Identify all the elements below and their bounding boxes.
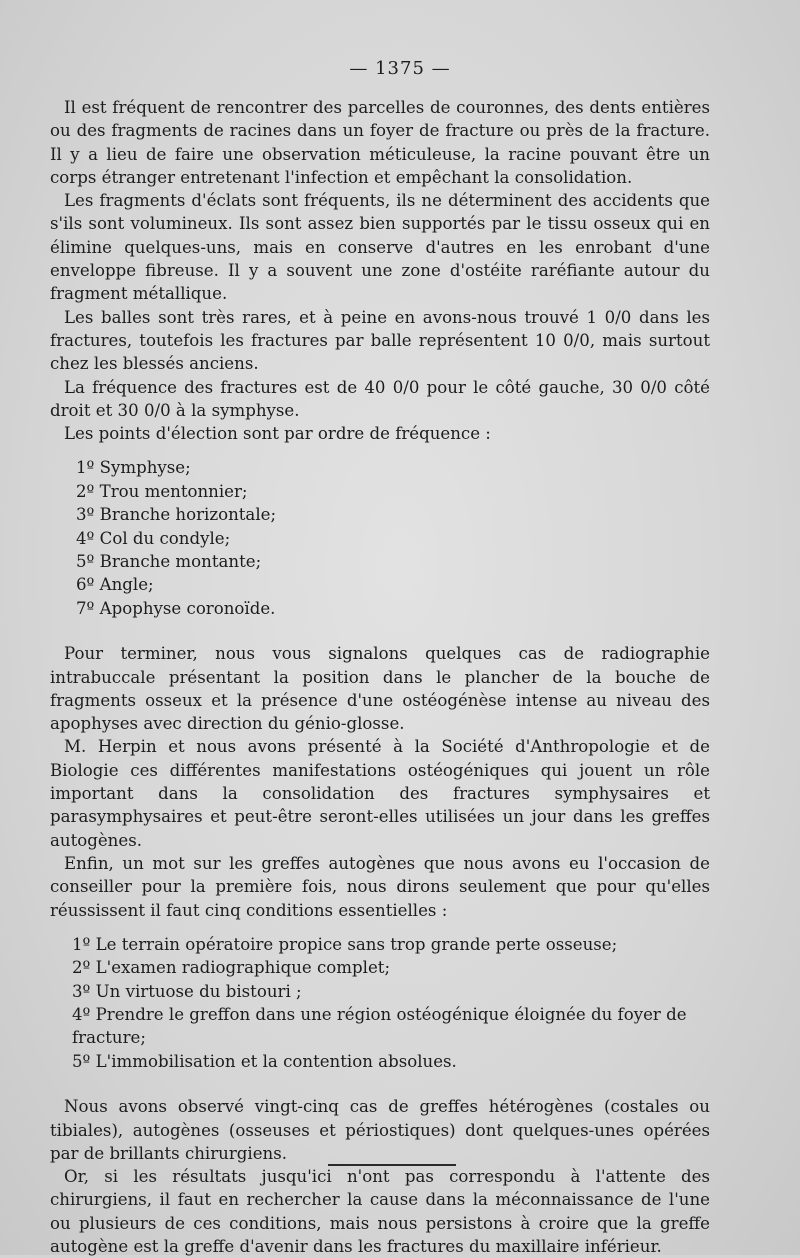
paragraph-observed-cases: Nous avons observé vingt-cinq cas de greffes hétérogènes (costales ou tibiales), autogènes (osseuses et périostiques) dont quelques-unes opérées par de brillants chirurgiens.	[50, 1097, 710, 1163]
paragraph-election-points: Les points d'élection sont par ordre de fréquence :	[64, 424, 491, 444]
paragraph-conclusion: Or, si les résultats jusqu'ici n'ont pas correspondu à l'attente des chirurgiens, il faut en rechercher la cause dans la méconnaissance de l'une ou plusieurs de ces conditions, mais nous persistons à croire que la greffe autogène est la greffe d'avenir dans les fractures du maxillaire inférieur.	[50, 1167, 710, 1257]
list-item: 2º L'examen radiographique complet;	[72, 958, 391, 978]
paragraph-bullets: Les balles sont très rares, et à peine en avons-nous trouvé 1 0/0 dans les fractures, toutefois les fractures par balle représentent 10 0/0, mais surtout chez les blessés anciens.	[50, 307, 710, 374]
paragraph-radiography: Pour terminer, nous vous signalons quelques cas de radiographie intrabuccale présentant la position dans le plancher de la bouche de fragments osseux et la présence d'une ostéogénèse intense au niveau des apophyses avec direction du génio-glosse.	[50, 644, 710, 734]
list-item: 2º Trou mentonnier;	[76, 481, 248, 501]
list-item: 4º Col du condyle;	[76, 528, 231, 548]
list-item: 4º Prendre le greffon dans une région ostéogénique éloignée du foyer de fracture;	[72, 1005, 687, 1048]
list-item: 7º Apophyse coronoïde.	[76, 598, 276, 618]
page-number: — 1375 —	[349, 58, 451, 79]
list-item: 5º Branche montante;	[76, 552, 262, 572]
body-text	[50, 96, 710, 1258]
paragraph-shrapnel: Les fragments d'éclats sont fréquents, ils ne déterminent des accidents que s'ils sont volumineux. Ils sont assez bien supportés par le tissu osseux qui en élimine quelques-uns, mais en conserve d'autres en les enrobant d'une enveloppe fibreuse. Il y a souvent une zone d'ostéite raréfiante autour du fragment métallique.	[50, 191, 710, 304]
list-item: 3º Branche horizontale;	[76, 505, 277, 525]
list-item: 3º Un virtuose du bistouri ;	[72, 981, 302, 1001]
closing-rule	[328, 1164, 456, 1166]
paragraph-herpin: M. Herpin et nous avons présenté à la Société d'Anthropologie et de Biologie ces différentes manifestations ostéogéniques qui jouent un rôle important dans la consolidation des fractures symphysaires et parasymphysaires et peut-être seront-elles utilisées un jour dans les greffes autogènes.	[50, 737, 710, 850]
list-item: 1º Le terrain opératoire propice sans trop grande perte osseuse;	[72, 934, 618, 954]
election-points-list	[50, 456, 710, 620]
list-item: 5º L'immobilisation et la contention absolues.	[72, 1051, 457, 1071]
conditions-list	[50, 933, 710, 1073]
list-item: 1º Symphyse;	[76, 458, 191, 478]
paragraph-autogenous-grafts: Enfin, un mot sur les greffes autogènes que nous avons eu l'occasion de conseiller pour la première fois, nous dirons seulement que pour qu'elles réussissent il faut cinq conditions essentielles :	[50, 853, 710, 920]
paragraph-root-fragments: Il est fréquent de rencontrer des parcelles de couronnes, des dents entières ou des fragments de racines dans un foyer de fracture ou près de la fracture. Il y a lieu de faire une observation méticuleuse, la racine pouvant être un corps étranger entretenant l'infection et empêchant la consolidation.	[50, 98, 710, 187]
paragraph-frequency: La fréquence des fractures est de 40 0/0 pour le côté gauche, 30 0/0 côté droit et 30 0/0 à la symphyse.	[50, 377, 710, 420]
list-item: 6º Angle;	[76, 575, 154, 595]
